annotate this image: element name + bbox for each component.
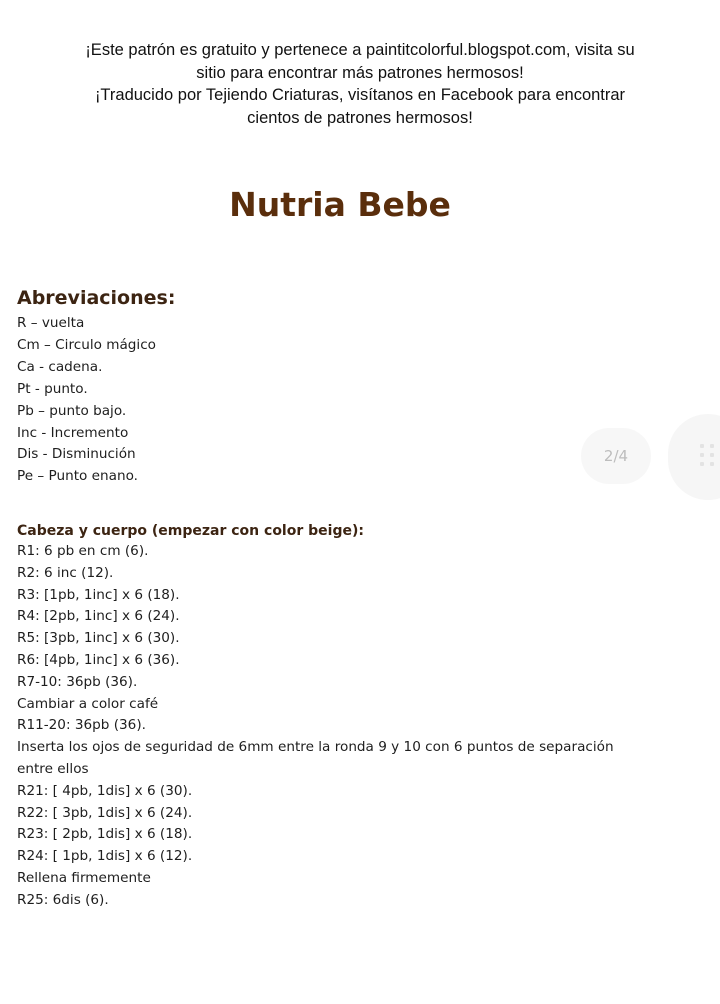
list-item: R – vuelta	[17, 315, 85, 331]
list-item: R11-20: 36pb (36).	[17, 717, 146, 734]
list-item: Cambiar a color café	[17, 695, 159, 712]
list-item: entre ellos	[17, 760, 89, 777]
abbreviations-heading: Abreviaciones:	[17, 287, 176, 309]
list-item: R5: [3pb, 1inc] x 6 (30).	[17, 630, 180, 647]
header-line: cientos de patrones hermosos!	[247, 108, 473, 127]
list-item: Cm – Circulo mágico	[17, 336, 157, 353]
pattern-rows-list	[17, 541, 697, 912]
list-item: R1: 6 pb en cm (6).	[17, 543, 149, 559]
header-line: ¡Este patrón es gratuito y pertenece a paintitcolorful.blogspot.com, visita su	[85, 41, 635, 59]
list-item: R6: [4pb, 1inc] x 6 (36).	[17, 651, 180, 668]
list-item: R3: [1pb, 1inc] x 6 (18).	[17, 586, 180, 603]
list-item: Pt - punto.	[17, 380, 88, 397]
header-line: ¡Traducido por Tejiendo Criaturas, visítanos en Facebook para encontrar	[94, 86, 626, 104]
list-item: R23: [ 2pb, 1dis] x 6 (18).	[17, 826, 193, 843]
list-item: R21: [ 4pb, 1dis] x 6 (30).	[17, 782, 193, 799]
side-menu-handle[interactable]	[668, 414, 720, 500]
list-item: Inc - Incremento	[17, 424, 129, 441]
list-item: Inserta los ojos de seguridad de 6mm entre la ronda 9 y 10 con 6 puntos de separación	[17, 739, 614, 756]
list-item: R4: [2pb, 1inc] x 6 (24).	[17, 608, 180, 625]
list-item: R22: [ 3pb, 1dis] x 6 (24).	[17, 804, 193, 821]
page-indicator: 2/4	[581, 428, 651, 484]
list-item: R24: [ 1pb, 1dis] x 6 (12).	[17, 848, 193, 865]
page-title: Nutria Bebe	[229, 185, 451, 224]
header-line: sitio para encontrar más patrones hermosos!	[196, 63, 524, 82]
list-item: Rellena firmemente	[17, 869, 151, 886]
list-item: R2: 6 inc (12).	[17, 564, 114, 581]
list-item: Ca - cadena.	[17, 358, 103, 375]
grip-dots-icon	[700, 444, 716, 470]
list-item: R25: 6dis (6).	[17, 891, 109, 908]
pattern-section-heading: Cabeza y cuerpo (empezar con color beige):	[17, 523, 364, 539]
header-notice	[0, 39, 720, 129]
list-item: Pe – Punto enano.	[17, 468, 138, 485]
list-item: R7-10: 36pb (36).	[17, 673, 138, 690]
list-item: Dis - Disminución	[17, 446, 136, 463]
abbreviations-list	[17, 313, 156, 488]
list-item: Pb – punto bajo.	[17, 402, 127, 419]
